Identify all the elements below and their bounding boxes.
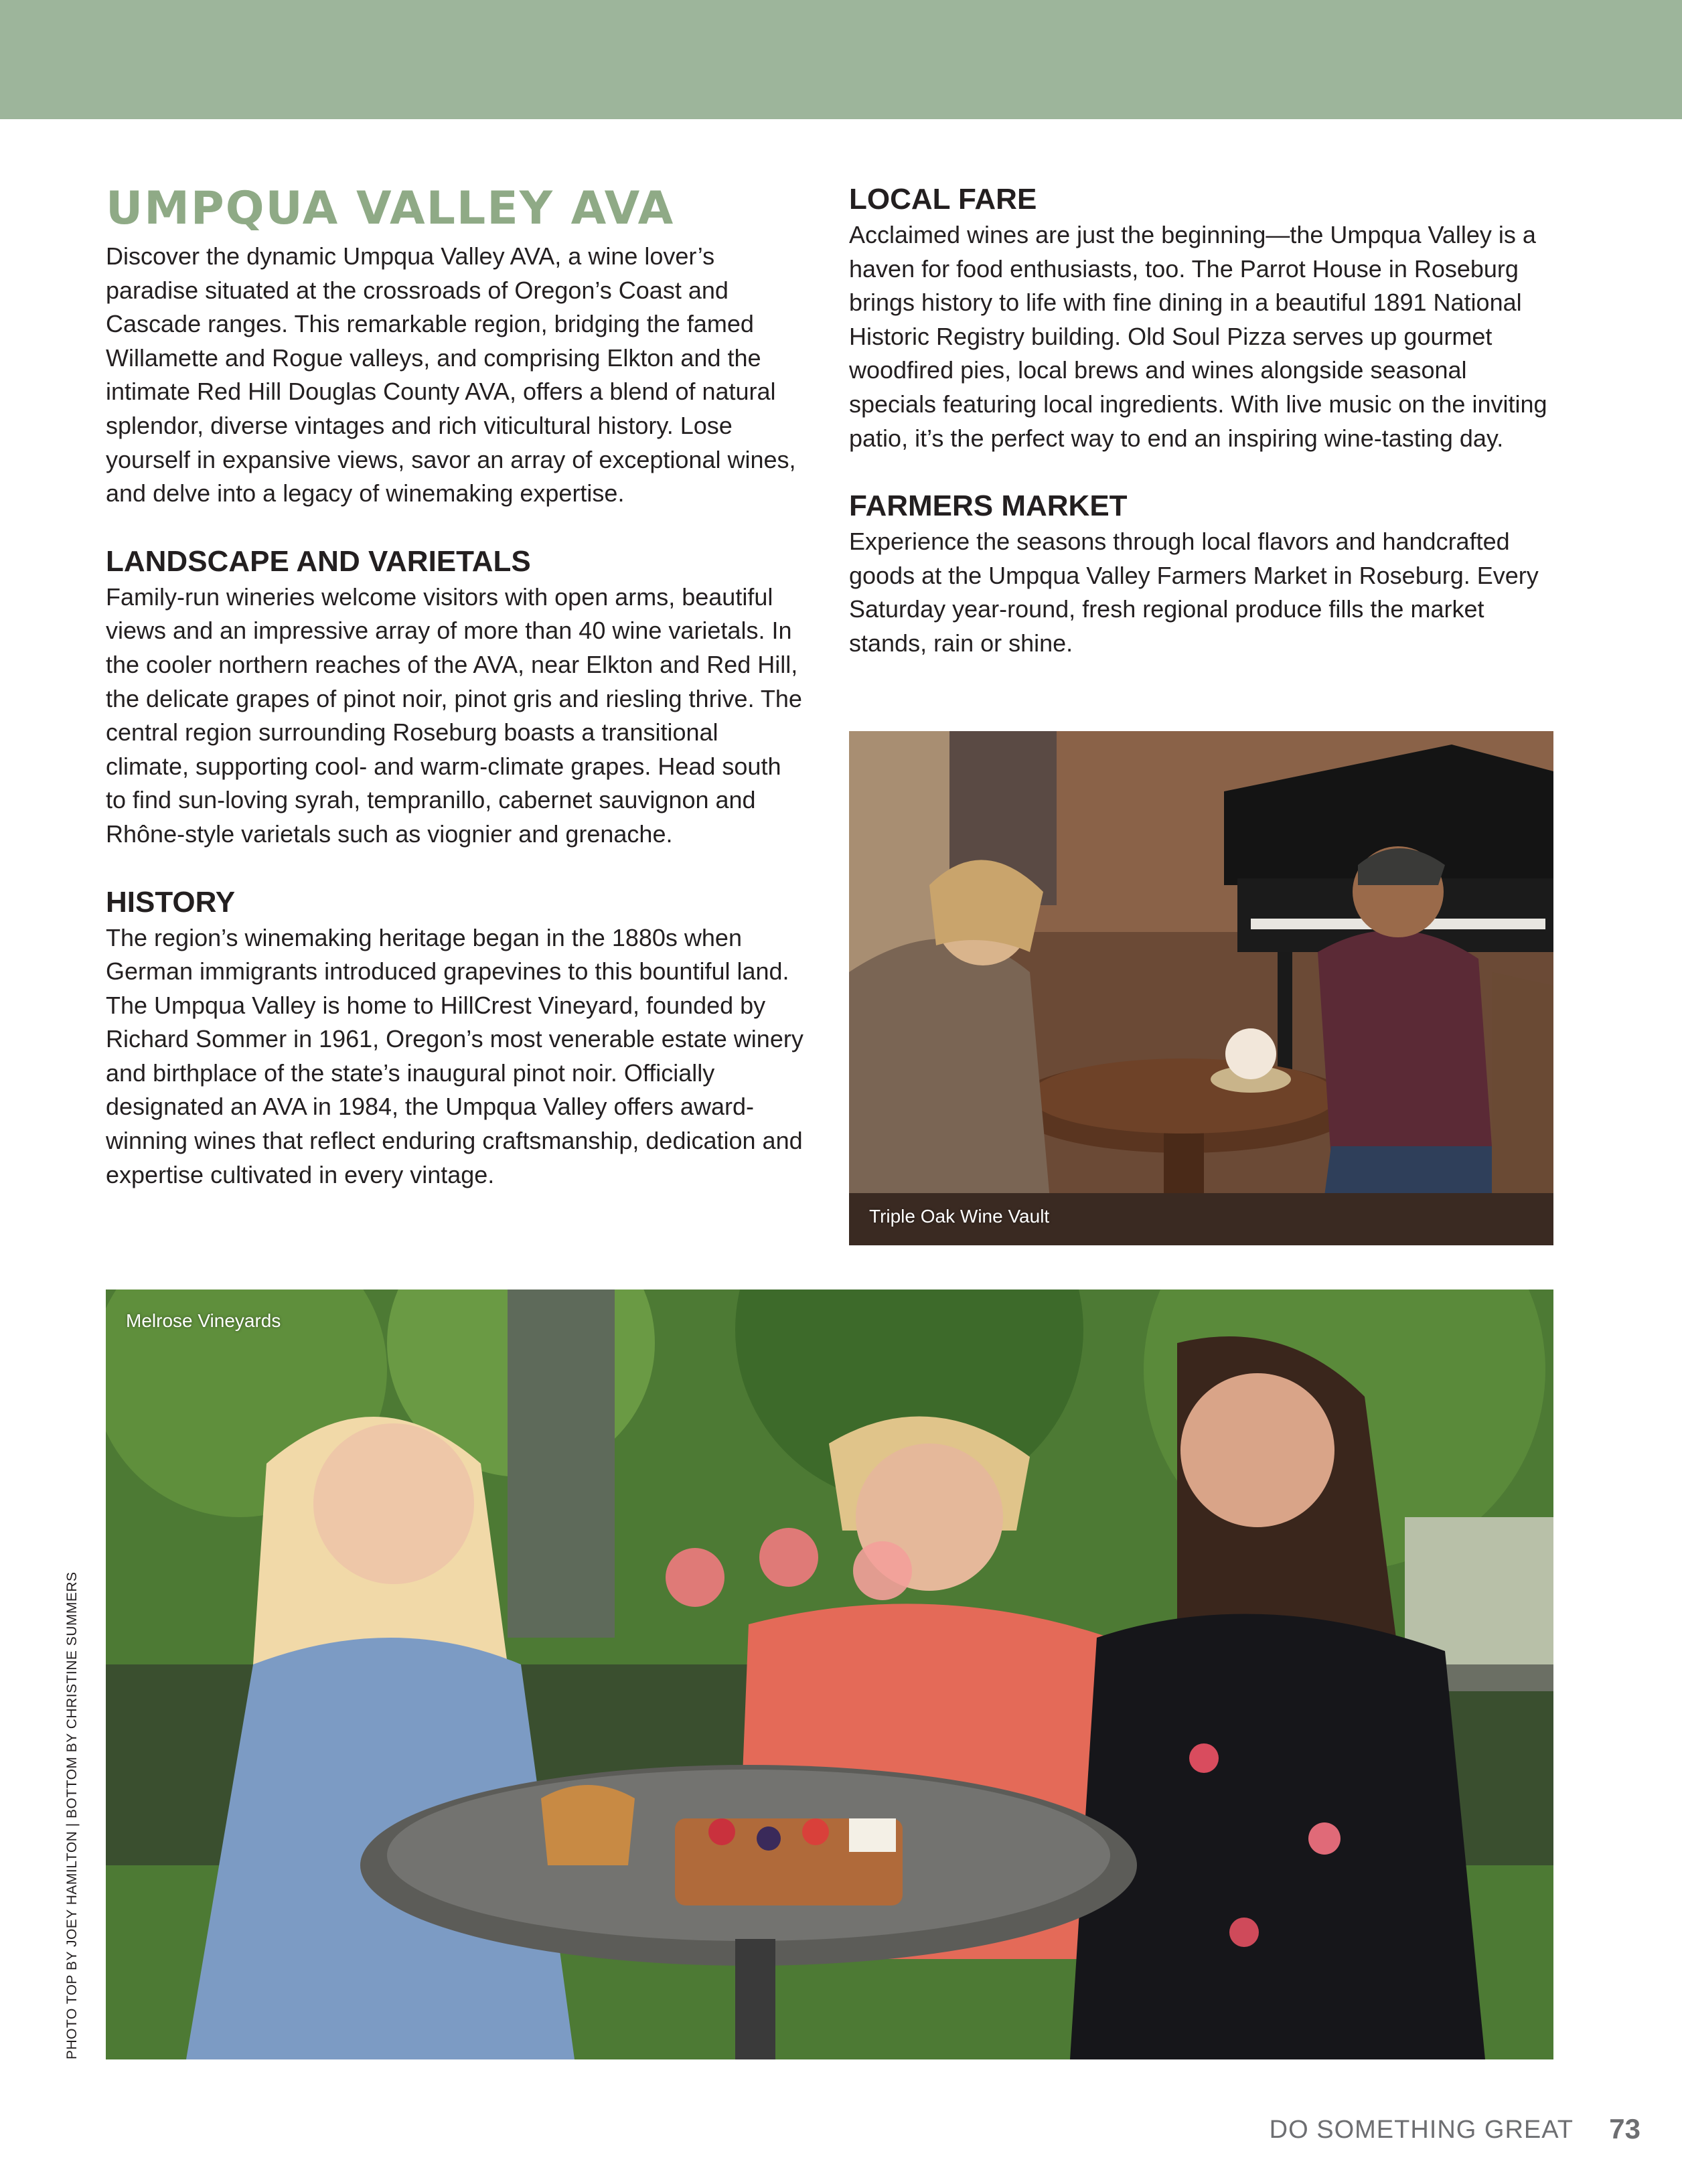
footer-tagline: DO SOMETHING GREAT: [1269, 2116, 1574, 2144]
vineyard-patio-photo: [106, 1290, 1553, 2059]
history-heading: HISTORY: [106, 885, 236, 919]
intro-paragraph: Discover the dynamic Umpqua Valley AVA, a wine lover’s paradise situated at the crossroads of Oregon’s Coast and Cascade ranges. This remarkable region, bridging the famed Willamette and Rogue valleys, and comprising Elkton and the intimate Red Hill Douglas County AVA, offers a blend of natural splendor, diverse vintages and rich viticultural history. Lose yourself in expansive views, savor an array of exceptional wines, and delve into a legacy of winemaking expertise.: [106, 242, 796, 508]
tasting-room-illustration: [849, 731, 1553, 1245]
history-paragraph: The region’s winemaking heritage began in the 1880s when German immigrants introduced grapevines to this bountiful land. The Umpqua Valley is home to HillCrest Vineyard, founded by Richard Sommer in 1961, Oregon’s most venerable estate winery and birthplace of the state’s inaugural pinot noir. Officially designated an AVA in 1984, the Umpqua Valley offers award-winning wines that reflect enduring craftsmanship, dedication and expertise cultivated in every vintage.: [106, 923, 804, 1188]
farmers-market-heading: FARMERS MARKET: [849, 489, 1128, 523]
page-title: UMPQUA VALLEY AVA: [106, 182, 675, 235]
photo-credit: PHOTO TOP BY JOEY HAMILTON | BOTTOM BY CHRISTINE SUMMERS: [64, 1571, 80, 2059]
landscape-paragraph: Family-run wineries welcome visitors with open arms, beautiful views and an impressive array of more than 40 wine varietals. In the cooler northern reaches of the AVA, near Elkton and Red Hill, the delicate grapes of pinot noir, pinot gris and riesling thrive. The central region surrounding Roseburg boasts a transitional climate, supporting cool- and warm-climate grapes. Head south to find sun-loving syrah, tempranillo, cabernet sauvignon and Rhône-style varietals such as viognier and grenache.: [106, 582, 802, 848]
left-column: [106, 181, 806, 1192]
top-photo-caption: Triple Oak Wine Vault: [869, 1206, 1050, 1227]
bottom-photo-caption: Melrose Vineyards: [126, 1310, 281, 1331]
page-number: 73: [1609, 2113, 1640, 2144]
local-fare-paragraph: Acclaimed wines are just the beginning—the Umpqua Valley is a haven for food enthusiasts, too. The Parrot House in Roseburg brings history to life with fine dining in a beautiful 1891 National Historic Registry building. Old Soul Pizza serves up gourmet woodfired pies, local brews and wines alongside seasonal specials featuring local ingredients. With live music on the inviting patio, it’s the perfect way to end an inspiring wine-tasting day.: [849, 221, 1547, 452]
farmers-market-paragraph: Experience the seasons through local flavors and handcrafted goods at the Umpqua Valley Farmers Market in Roseburg. Every Saturday year-round, fresh regional produce fills the market stands, rain or shine.: [849, 528, 1539, 657]
vineyard-patio-illustration: [106, 1290, 1553, 2059]
tasting-room-photo: [849, 731, 1553, 1245]
local-fare-heading: LOCAL FARE: [849, 183, 1037, 216]
right-column: [849, 181, 1553, 661]
header-band: [0, 0, 1682, 119]
landscape-heading: LANDSCAPE AND VARIETALS: [106, 544, 531, 578]
